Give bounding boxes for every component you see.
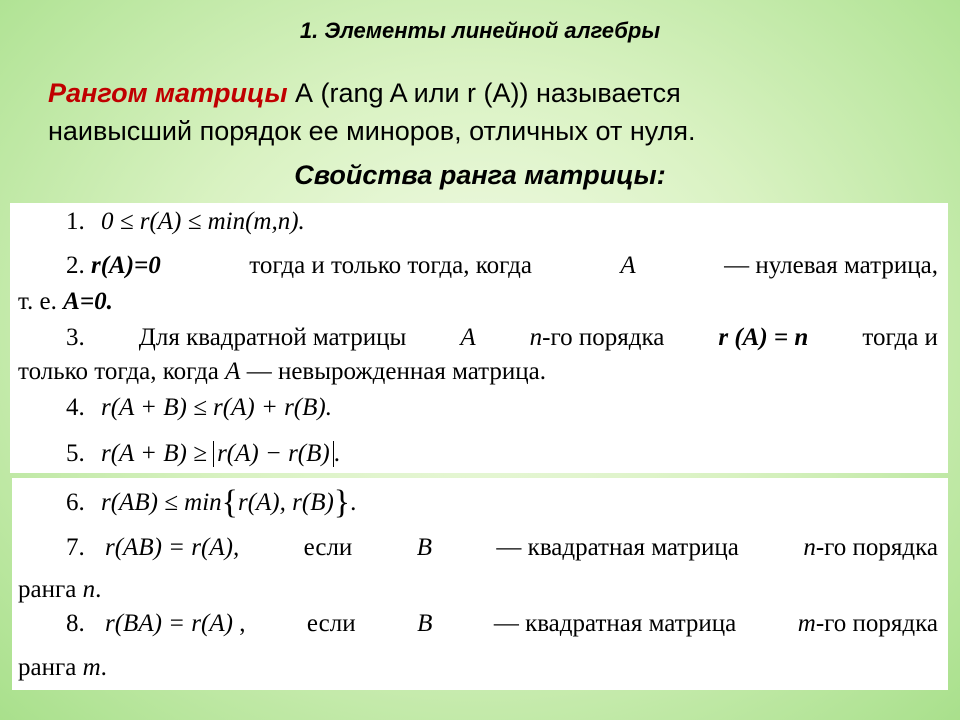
properties-heading: Свойства ранга матрицы: <box>294 160 666 190</box>
property-8-formula: r(BA) = r(A) <box>105 610 233 637</box>
property-1-number: 1. <box>66 208 85 235</box>
property-8-line-1 <box>18 610 938 638</box>
property-3-matrix-a-2: A <box>225 358 241 385</box>
property-4-number: 4. <box>66 394 85 421</box>
property-2-text-end: — нулевая матрица, <box>724 252 938 279</box>
property-7-rank: ранга <box>18 576 77 603</box>
property-3-text: Для квадратной матрицы <box>138 324 407 351</box>
property-6-end: . <box>350 489 357 516</box>
property-8-number: 8. <box>66 610 85 637</box>
property-2-zero: A=0. <box>63 288 113 315</box>
property-7-matrix-b: B <box>416 534 432 561</box>
property-5-formula-left: r(A + B) ≥ <box>101 440 207 467</box>
property-7-n: n <box>803 534 816 561</box>
definition-line-1-rest: А (rang A или r (A)) называется <box>287 78 681 108</box>
property-8-rank: ранга <box>18 654 77 681</box>
property-8-order: -го порядка <box>815 610 938 637</box>
property-5-number: 5. <box>66 440 85 467</box>
slide-title: 1. Элементы линейной алгебры <box>299 18 661 43</box>
property-3-matrix-a: A <box>460 324 476 351</box>
property-6-formula-left: r(AB) ≤ min <box>101 489 222 516</box>
right-brace-glyph: } <box>333 484 351 521</box>
property-4 <box>66 394 332 422</box>
property-8-line-2 <box>18 654 938 682</box>
property-3-text-2: только тогда, когда <box>18 358 219 385</box>
property-3-line-2 <box>18 358 938 386</box>
property-8-rank-m: m <box>82 654 101 681</box>
property-7-end: . <box>95 576 102 603</box>
property-8-comma: , <box>239 610 246 637</box>
property-8-end: . <box>100 654 107 681</box>
property-3-line-1 <box>18 324 938 352</box>
property-2-ie: т. е. <box>18 288 57 315</box>
property-6-number: 6. <box>66 489 85 516</box>
property-7-line-1 <box>18 534 938 562</box>
property-2-formula: r(A)=0 <box>91 252 161 279</box>
property-5-abs-value: r(A) − r(B) <box>213 441 334 467</box>
property-3-order: -го порядка <box>542 324 665 351</box>
property-1-formula: 0 ≤ r(A) ≤ min(m,n). <box>101 208 305 235</box>
property-7-rank-n: n <box>82 576 96 603</box>
property-5-end: . <box>333 440 340 467</box>
property-2-line-1 <box>18 252 938 280</box>
property-6-set: r(A), r(B) <box>237 489 334 516</box>
property-7-formula: r(AB) = r(A), <box>105 534 240 561</box>
definition-line-2: наивысший порядок ее миноров, отличных от нуля. <box>48 116 696 146</box>
property-7-line-2 <box>18 576 938 604</box>
definition-line-1 <box>48 74 928 112</box>
property-2-text: тогда и только тогда, когда <box>249 252 532 279</box>
property-3-text-end: тогда и <box>862 324 938 351</box>
property-8-m: m <box>797 610 816 637</box>
property-7-text: — квадратная матрица <box>496 534 739 561</box>
property-2-matrix-a: A <box>620 252 636 279</box>
property-1 <box>66 208 305 236</box>
property-3-formula: r (A) = n <box>718 324 809 351</box>
property-7-order: -го порядка <box>815 534 938 561</box>
left-brace-glyph: { <box>221 484 238 521</box>
rank-definition <box>48 74 928 150</box>
property-8-matrix-b: B <box>417 610 433 637</box>
property-5 <box>66 440 340 468</box>
property-8-if: если <box>306 610 356 637</box>
definition-term: Рангом матрицы <box>48 78 288 108</box>
property-7-if: если <box>303 534 353 561</box>
property-3-n: n <box>529 324 543 351</box>
property-3-text-2-end: — невырожденная матрица. <box>246 358 547 385</box>
property-2-number: 2. <box>66 252 85 279</box>
property-3-number: 3. <box>66 324 85 351</box>
property-8-text: — квадратная матрица <box>493 610 737 637</box>
property-4-formula: r(A + B) ≤ r(A) + r(B). <box>101 394 332 421</box>
property-2-line-2 <box>18 288 938 316</box>
property-6 <box>66 484 356 522</box>
property-7-number: 7. <box>66 534 85 561</box>
